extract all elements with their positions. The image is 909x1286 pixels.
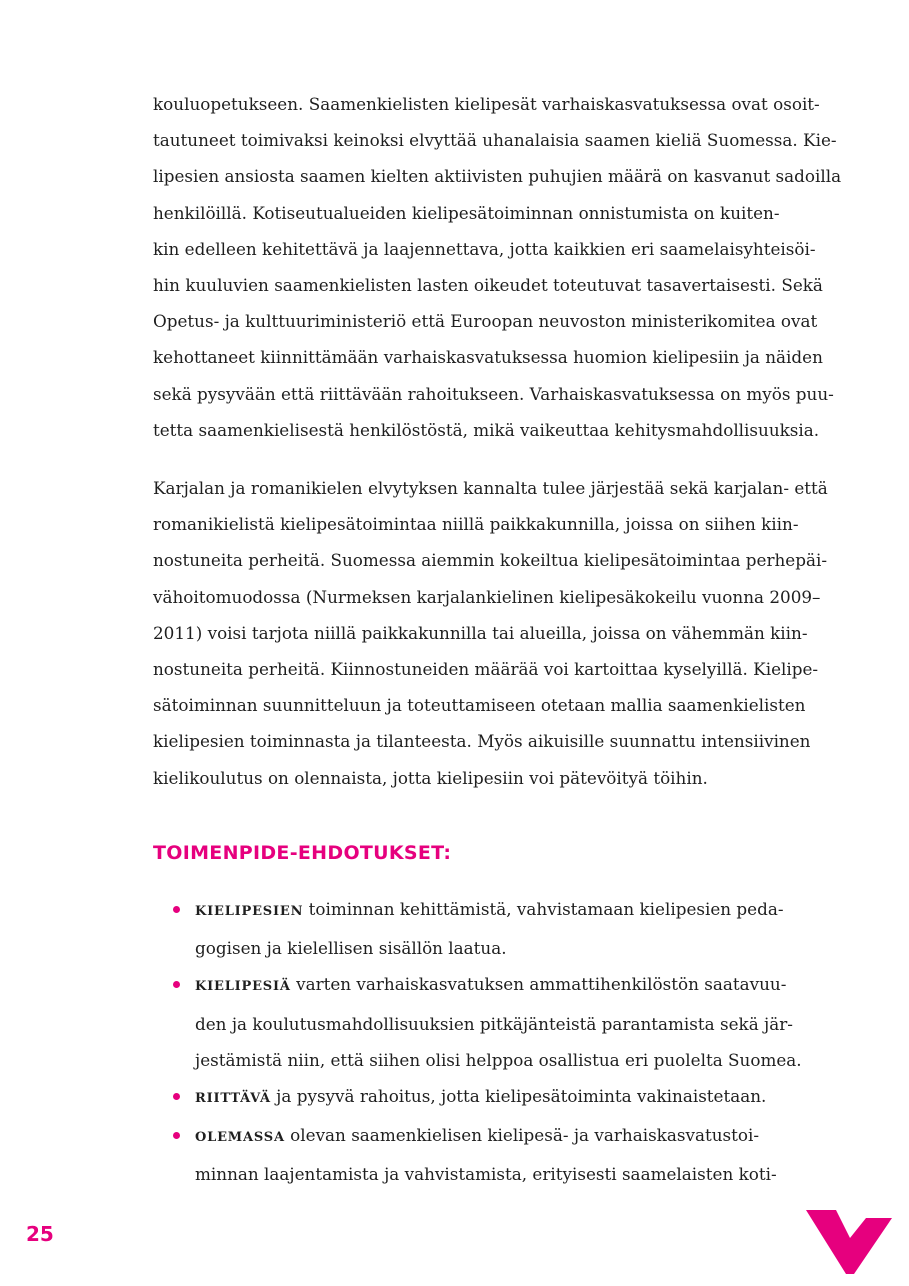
- section-heading: TOIMENPIDE-EHDOTUKSET:: [153, 842, 452, 864]
- text-line: sekä pysyvään että riittävään rahoitukseen. Varhaiskasvatuksessa on myös puu-: [153, 383, 834, 404]
- bullet-item: [153, 966, 833, 1078]
- text-line: kielipesien toiminnasta ja tilanteesta. Myös aikuisille suunnattu intensiivinen: [153, 731, 811, 752]
- text-line: nostuneita perheitä. Suomessa aiemmin kokeiltua kielipesätoimintaa perhepäi-: [153, 550, 828, 571]
- body-paragraph-1: [153, 86, 842, 448]
- bullet-first-line: [195, 1078, 833, 1117]
- bullet-first-line: [195, 966, 833, 1005]
- text-line: Karjalan ja romanikielen elvytyksen kannalta tulee järjestää sekä karjalan- että: [153, 478, 828, 498]
- text-line: 2011) voisi tarjota niillä paikkakunnilla tai alueilla, joissa on vähemmän kiin-: [153, 622, 808, 643]
- text-line: kielikoulutus on olennaista, jotta kielipesiin voi pätevöityä töihin.: [153, 767, 708, 788]
- bullet-line: jestämistä niin, että siihen olisi helppoa osallistua eri puolelta Suomea.: [195, 1049, 802, 1070]
- bullet-text: ja pysyvä rahoitus, jotta kielipesätoiminta vakinaistetaan.: [270, 1086, 767, 1107]
- text-line: tetta saamenkielisestä henkilöstöstä, mikä vaikeuttaa kehitysmahdollisuuksia.: [153, 419, 820, 440]
- bullet-item: [153, 891, 833, 966]
- bullet-keyword: OLEMASSA: [195, 1130, 285, 1146]
- text-line: nostuneita perheitä. Kiinnostuneiden määrää voi kartoittaa kyselyillä. Kielipe-: [153, 659, 819, 680]
- text-line: romanikielistä kielipesätoimintaa niillä paikkakunnilla, joissa on siihen kiin-: [153, 514, 799, 535]
- bullet-keyword: RIITTÄVÄ: [195, 1091, 271, 1107]
- checkmark-logo-icon: [806, 1208, 892, 1274]
- bullet-keyword: KIELIPESIEN: [195, 904, 304, 919]
- text-line: kouluopetukseen. Saamenkielisten kielipesät varhaiskasvatuksessa ovat osoit-: [153, 94, 820, 114]
- body-paragraph-2: [153, 470, 833, 796]
- text-line: vähoitomuodossa (Nurmeksen karjalankielinen kielipesäkokeilu vuonna 2009–: [153, 586, 821, 607]
- text-line: Opetus- ja kulttuuriministeriö että Euroopan neuvoston ministerikomitea ovat: [153, 311, 818, 332]
- text-line: lipesien ansiosta saamen kielten aktiivisten puhujien määrä on kasvanut sadoilla: [153, 166, 842, 187]
- text-line: kehottaneet kiinnittämään varhaiskasvatuksessa huomion kielipesiin ja näiden: [153, 347, 823, 368]
- text-line: kin edelleen kehitettävä ja laajennettava, jotta kaikkien eri saamelaisyhteisöi-: [153, 238, 816, 259]
- bullet-first-line: [195, 1117, 833, 1156]
- bullet-dot-icon: [173, 1132, 180, 1139]
- text-line: hin kuuluvien saamenkielisten lasten oikeudet toteutuvat tasavertaisesti. Sekä: [153, 275, 823, 296]
- bullet-text: toiminnan kehittämistä, vahvistamaan kielipesien peda-: [303, 899, 784, 919]
- bullet-line: gogisen ja kielellisen sisällön laatua.: [195, 938, 507, 959]
- bullet-item: [153, 1078, 833, 1117]
- bullet-keyword: KIELIPESIÄ: [195, 979, 291, 995]
- bullet-text: varten varhaiskasvatuksen ammattihenkilöstön saatavuu-: [290, 974, 787, 995]
- bullet-dot-icon: [173, 906, 180, 913]
- page-number: 25: [26, 1222, 54, 1246]
- text-line: sätoiminnan suunnitteluun ja toteuttamiseen otetaan mallia saamenkielisten: [153, 695, 806, 716]
- bullet-line: den ja koulutusmahdollisuuksien pitkäjänteistä parantamista sekä jär-: [195, 1013, 793, 1034]
- bullet-first-line: [195, 891, 833, 930]
- bullet-line: minnan laajentamista ja vahvistamista, erityisesti saamelaisten koti-: [195, 1164, 777, 1185]
- bullet-list: [153, 891, 833, 1193]
- bullet-text: olevan saamenkielisen kielipesä- ja varhaiskasvatustoi-: [284, 1125, 760, 1146]
- bullet-dot-icon: [173, 981, 180, 988]
- text-line: tautuneet toimivaksi keinoksi elvyttää uhanalaisia saamen kieliä Suomessa. Kie-: [153, 130, 837, 151]
- bullet-item: [153, 1117, 833, 1192]
- text-line: henkilöillä. Kotiseutualueiden kielipesätoiminnan onnistumista on kuiten-: [153, 202, 780, 223]
- bullet-dot-icon: [173, 1093, 180, 1100]
